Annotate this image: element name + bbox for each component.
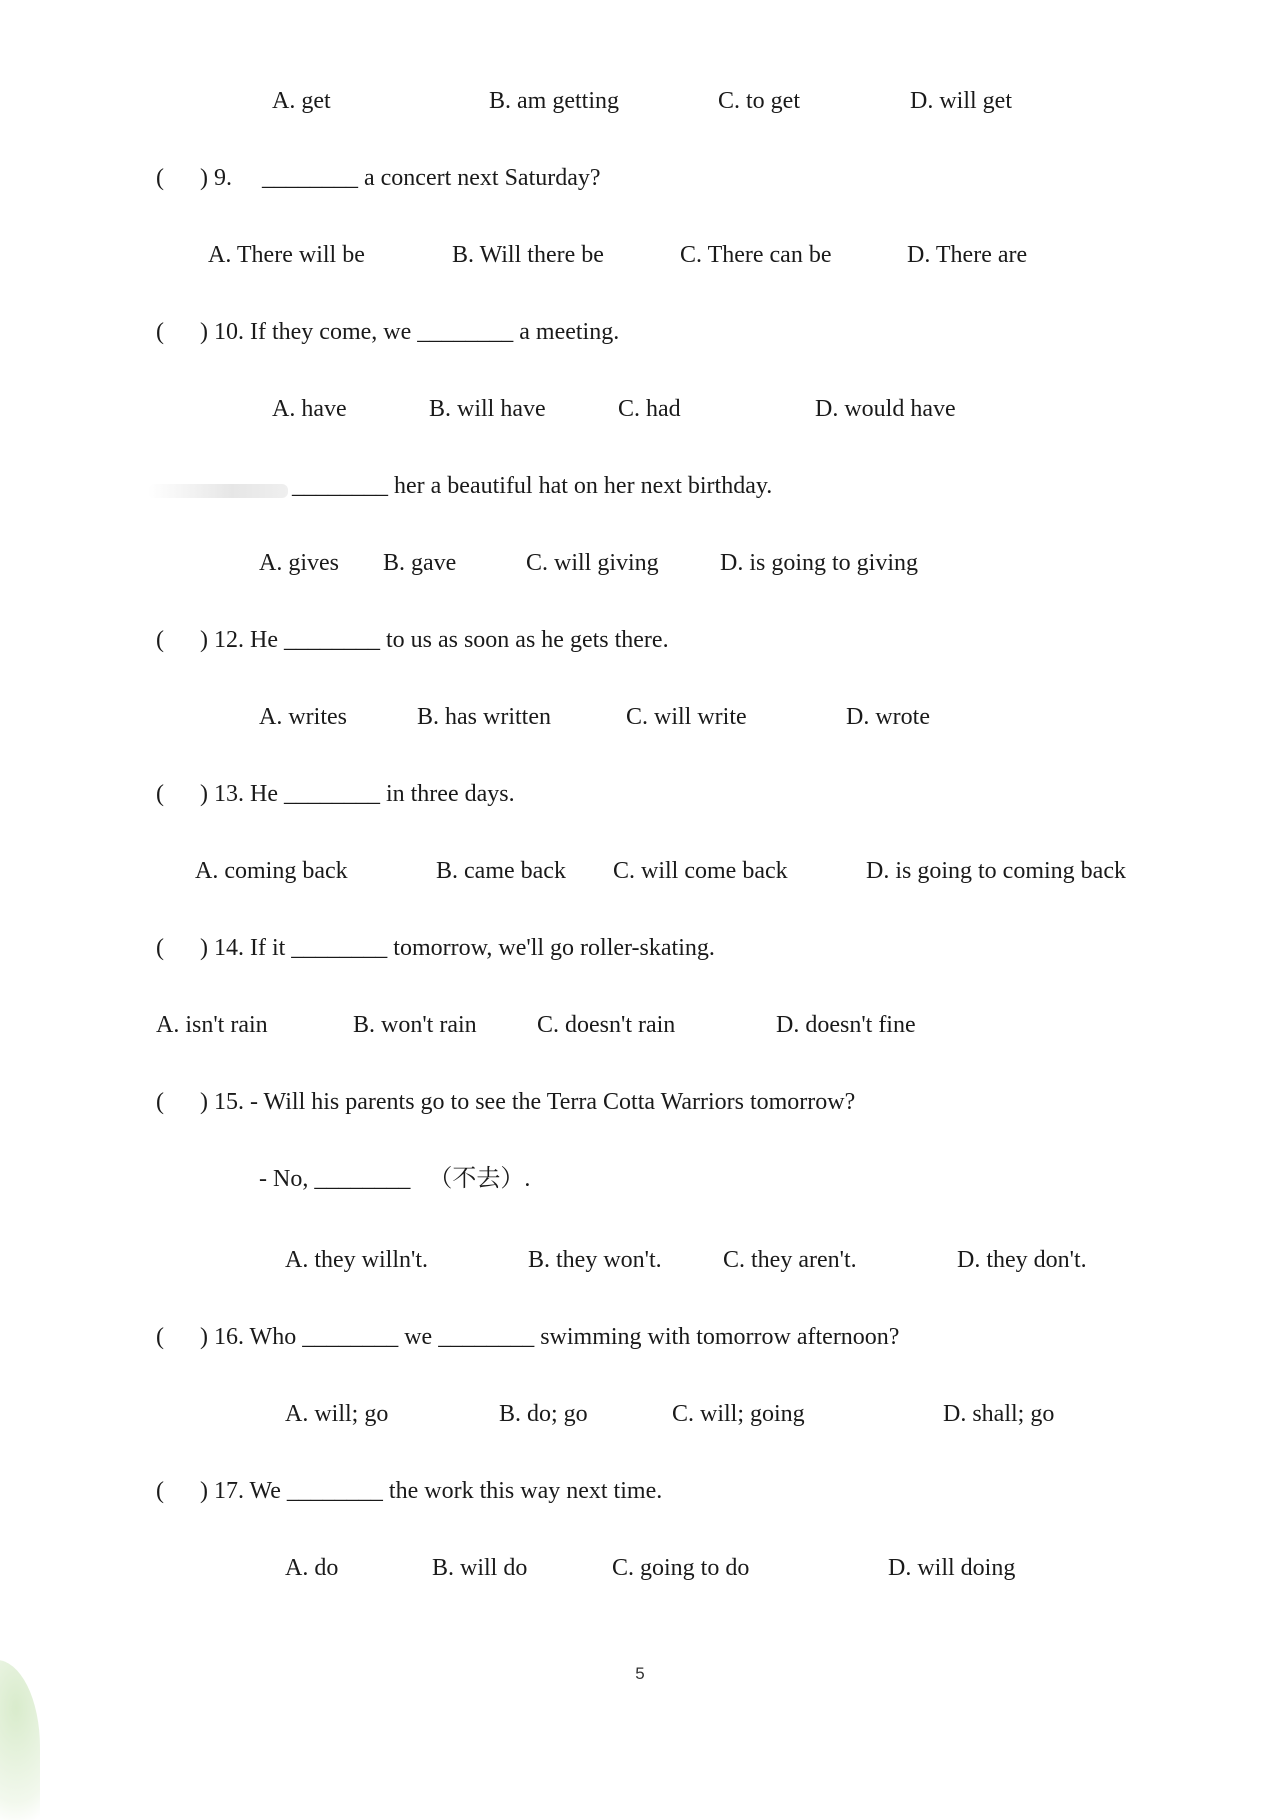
question-text: ( ) 17. We ________ the work this way next time. [156, 1478, 663, 1504]
answer-option: A. writes [259, 704, 347, 730]
answer-option: A. do [285, 1555, 339, 1581]
answer-option: B. do; go [499, 1401, 588, 1427]
question-text: ( ) 15. - Will his parents go to see the Terra Cotta Warriors tomorrow? [156, 1089, 856, 1115]
question-text: ( ) 10. If they come, we ________ a meeting. [156, 319, 620, 345]
answer-option: C. There can be [680, 242, 832, 268]
answer-option: C. will come back [613, 858, 788, 884]
answer-option: D. shall; go [943, 1401, 1055, 1427]
answer-option: D. wrote [846, 704, 930, 730]
answer-option: D. will doing [888, 1555, 1016, 1581]
answer-option: D. would have [815, 396, 956, 422]
page-number: 5 [635, 1664, 645, 1683]
question-text: ( ) 12. He ________ to us as soon as he gets there. [156, 627, 669, 653]
answer-option: B. they won't. [528, 1247, 662, 1273]
answer-option: C. will write [626, 704, 747, 730]
question-text: ________ her a beautiful hat on her next birthday. [292, 473, 773, 499]
leaf-decoration [0, 1660, 40, 1820]
redacted-question-number [148, 484, 288, 498]
answer-option: D. will get [910, 88, 1012, 114]
answer-option: C. will; going [672, 1401, 805, 1427]
answer-option: C. had [618, 396, 681, 422]
answer-option: C. going to do [612, 1555, 750, 1581]
answer-option: A. will; go [285, 1401, 389, 1427]
answer-option: D. is going to coming back [866, 858, 1126, 884]
answer-option: A. There will be [208, 242, 365, 268]
question-text: - No, ________ （不去）. [259, 1166, 531, 1192]
answer-option: C. they aren't. [723, 1247, 857, 1273]
question-text: ( ) 14. If it ________ tomorrow, we'll go roller-skating. [156, 935, 715, 961]
answer-option: B. came back [436, 858, 566, 884]
answer-option: B. gave [383, 550, 457, 576]
answer-option: C. doesn't rain [537, 1012, 676, 1038]
answer-option: B. has written [417, 704, 551, 730]
answer-option: A. isn't rain [156, 1012, 268, 1038]
question-text: ( ) 13. He ________ in three days. [156, 781, 515, 807]
answer-option: A. gives [259, 550, 339, 576]
answer-option: B. won't rain [353, 1012, 477, 1038]
answer-option: A. coming back [195, 858, 348, 884]
answer-option: B. will do [432, 1555, 528, 1581]
answer-option: B. Will there be [452, 242, 604, 268]
answer-option: C. will giving [526, 550, 659, 576]
question-text: ( ) 16. Who ________ we ________ swimming with tomorrow afternoon? [156, 1324, 900, 1350]
answer-option: A. they willn't. [285, 1247, 428, 1273]
answer-option: A. have [272, 396, 347, 422]
answer-option: B. am getting [489, 88, 619, 114]
answer-option: B. will have [429, 396, 546, 422]
answer-option: D. doesn't fine [776, 1012, 916, 1038]
answer-option: D. There are [907, 242, 1028, 268]
answer-option: D. they don't. [957, 1247, 1087, 1273]
answer-option: C. to get [718, 88, 800, 114]
answer-option: A. get [272, 88, 331, 114]
answer-option: D. is going to giving [720, 550, 919, 576]
question-text: ( ) 9. ________ a concert next Saturday? [156, 165, 601, 191]
